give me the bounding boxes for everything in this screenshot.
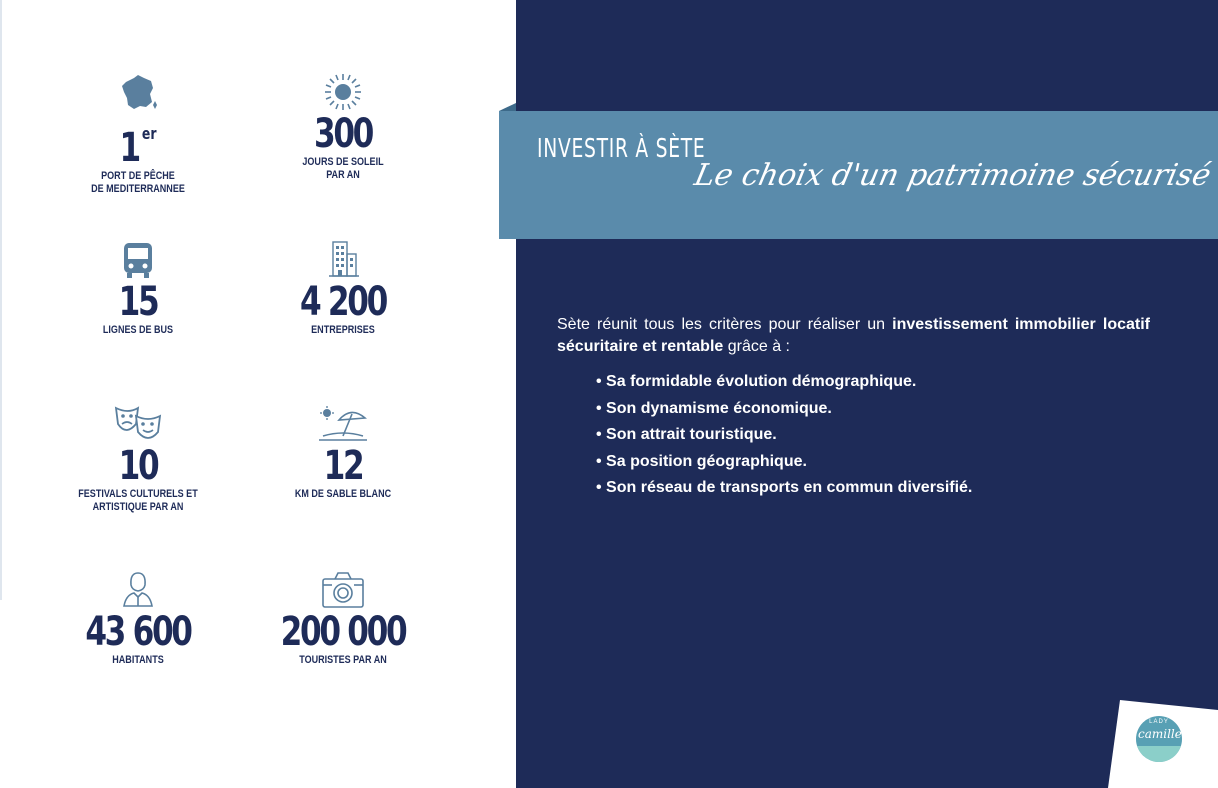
banner-fold — [499, 103, 516, 111]
france-map-icon — [118, 72, 158, 112]
stat-beach — [253, 404, 433, 501]
logo-text-small: LADY — [1149, 719, 1169, 725]
beach-umbrella-icon — [317, 404, 369, 444]
camera-icon — [321, 570, 365, 610]
theater-masks-icon — [112, 404, 164, 444]
list-item: • Son attrait touristique. — [596, 422, 972, 449]
stat-tourists — [253, 570, 433, 667]
stat-bus — [48, 240, 228, 337]
list-item: • Son dynamisme économique. — [596, 396, 972, 423]
stat-value: 300 — [313, 111, 373, 157]
stat-label: ENTREPRISES — [311, 324, 375, 336]
stat-companies — [253, 240, 433, 337]
stat-value: 10 — [118, 443, 158, 489]
stat-value: 43 600 — [85, 609, 191, 655]
list-item: • Son réseau de transports en commun diversifié. — [596, 475, 972, 502]
buildings-icon — [323, 240, 363, 280]
stat-sun — [253, 72, 433, 182]
stat-label: FESTIVALS CULTURELS ET — [78, 488, 198, 500]
stat-label: HABITANTS — [112, 654, 164, 666]
bus-icon — [118, 240, 158, 280]
stat-festivals — [48, 404, 228, 514]
stat-value: 1 $^{er}$ — [119, 124, 157, 171]
stat-label-2: ARTISTIQUE PAR AN — [92, 501, 184, 513]
list-item: • Sa formidable évolution démographique. — [596, 369, 972, 396]
sun-icon — [323, 72, 363, 112]
stat-value: 4 200 — [299, 279, 386, 325]
benefits-list — [596, 369, 972, 502]
left-edge-line — [0, 0, 2, 600]
stat-value: 12 — [323, 443, 363, 489]
person-icon — [118, 570, 158, 610]
stat-port — [48, 72, 228, 196]
page-title: INVESTIR À SÈTE — [537, 134, 706, 164]
stat-label: PORT DE PÊCHE — [101, 170, 175, 182]
intro-paragraph: Sète réunit tous les critères pour réaliser un investissement immobilier locatif sécuritaire et rentable grâce à : — [557, 316, 1150, 355]
stat-label: JOURS DE SOLEIL — [302, 156, 384, 168]
logo-text-main: camille — [1138, 727, 1182, 741]
stat-value: 200 000 — [280, 609, 406, 655]
stat-label: TOURISTES PAR AN — [299, 654, 387, 666]
list-item: • Sa position géographique. — [596, 449, 972, 476]
stat-value: 15 — [118, 279, 158, 325]
stat-label-2: PAR AN — [326, 169, 360, 181]
stat-label: KM DE SABLE BLANC — [294, 488, 392, 500]
stat-label: LIGNES DE BUS — [102, 324, 174, 336]
stat-label-2: DE MEDITERRANNEE — [91, 183, 185, 195]
stat-inhabitants — [48, 570, 228, 667]
page-subtitle: Le choix d'un patrimoine sécurisé — [691, 158, 1214, 193]
